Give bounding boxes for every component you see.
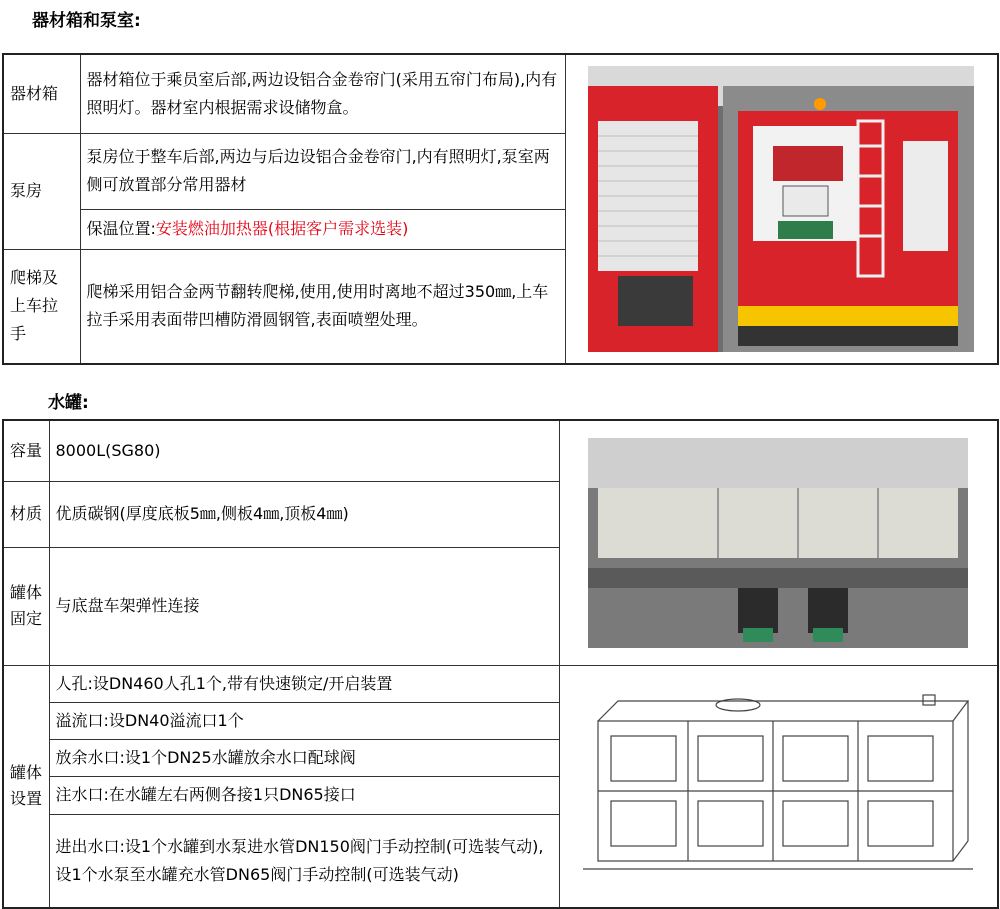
row-label-tank-settings: 罐体设置 [3,665,49,908]
row-text-capacity: 8000L(SG80) [49,420,559,481]
row-label-fixing: 罐体固定 [3,547,49,665]
section-heading-water-tank: 水罐: [48,393,89,413]
row-text-fixing: 与底盘车架弹性连接 [49,547,559,665]
tank-bottom-photo [559,420,998,665]
row-label-equipment-box: 器材箱 [3,54,80,133]
water-tank-table [2,419,999,909]
row-text-equipment-box: 器材箱位于乘员室后部,两边设铝合金卷帘门(采用五帘门布局),内有照明灯。器材室内根据需求设储物盒。 [80,54,565,133]
fire-truck-photo [565,54,998,364]
equipment-table [2,53,999,365]
fire-truck-image [588,66,974,352]
row-text-pump-room: 泵房位于整车后部,两边与后边设铝合金卷帘门,内有照明灯,泵室两侧可放置部分常用器材 [80,133,565,209]
row-text-ladder: 爬梯采用铝合金两节翻转爬梯,使用,使用时离地不超过350㎜,上车拉手采用表面带凹槽防滑圆钢管,表面喷塑处理。 [80,249,565,364]
setting-item-overflow: 溢流口:设DN40溢流口1个 [49,702,559,739]
insulation-highlight: 安装燃油加热器(根据客户需求选装) [155,219,409,238]
setting-item-manhole: 人孔:设DN460人孔1个,带有快速锁定/开启装置 [49,665,559,702]
row-text-material: 优质碳钢(厚度底板5㎜,侧板4㎜,顶板4㎜) [49,481,559,547]
row-label-pump-room: 泵房 [3,133,80,249]
row-label-material: 材质 [3,481,49,547]
tank-line-drawing [583,691,973,881]
row-insulation [80,209,565,249]
insulation-label: 保温位置: [86,219,156,238]
row-label-ladder: 爬梯及上车拉手 [3,249,80,364]
setting-item-drain: 放余水口:设1个DN25水罐放余水口配球阀 [49,739,559,776]
section-heading-equipment: 器材箱和泵室: [32,11,141,31]
setting-item-inlet-outlet: 进出水口:设1个水罐到水泵进水管DN150阀门手动控制(可选装气动),设1个水泵至水罐充水管DN65阀门手动控制(可选装气动) [49,814,559,908]
row-label-capacity: 容量 [3,420,49,481]
tank-diagram [559,665,998,908]
tank-mount-image [588,438,968,648]
setting-item-fill-inlet: 注水口:在水罐左右两侧各接1只DN65接口 [49,776,559,814]
